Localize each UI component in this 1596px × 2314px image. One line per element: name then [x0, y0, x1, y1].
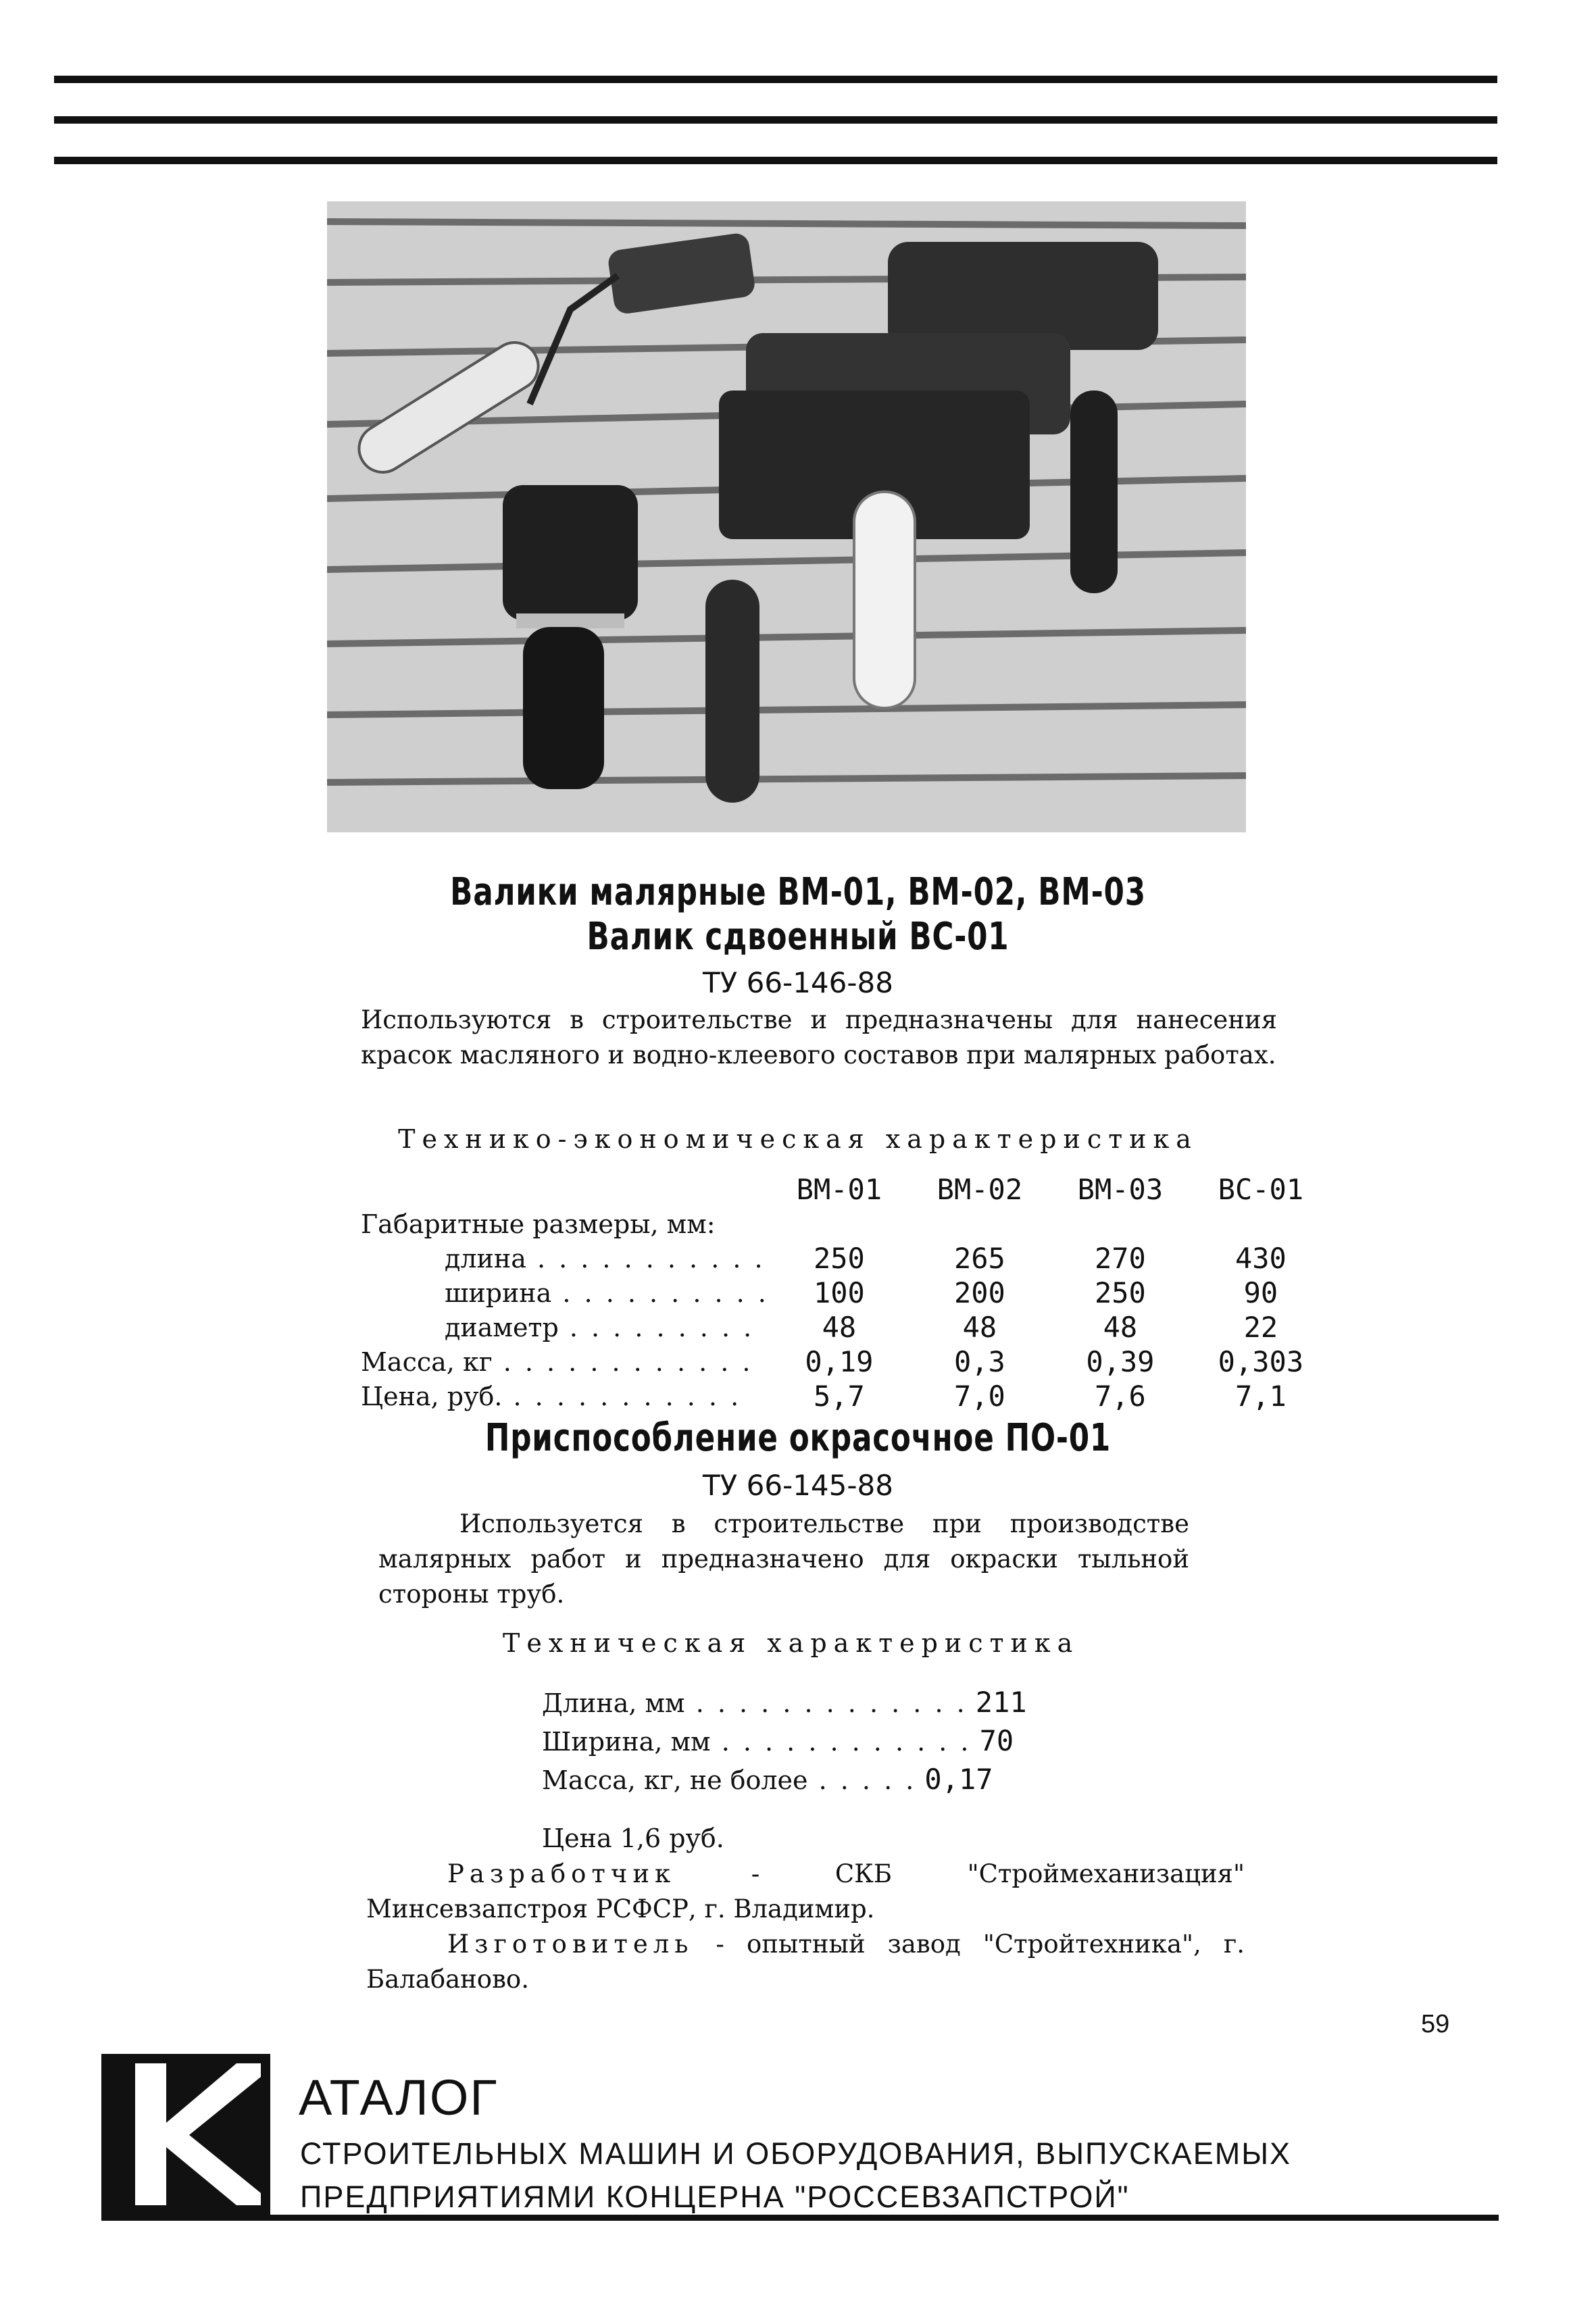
spec-line-label: Длина, мм: [542, 1688, 685, 1718]
spec-group-row: [361, 1207, 1331, 1241]
developer-label: Разработчик: [447, 1859, 676, 1888]
spec-row: [361, 1276, 1331, 1310]
paint-rollers-photo: [327, 201, 1246, 832]
product2-title: Приспособление окрасочное ПО-01: [484, 1416, 1112, 1460]
product2-description: Используется в строительстве при производстве малярных работ и предназначено для окраски тыльной стороны труб.: [378, 1509, 1189, 1609]
spec-cell: 0,3: [953, 1345, 1005, 1378]
spec-cell: 7,0: [953, 1380, 1005, 1413]
spec-line-label: Ширина, мм: [542, 1727, 711, 1757]
spec-cell: 250: [813, 1242, 865, 1275]
spec-line: [542, 1761, 1027, 1799]
spec-line-value: 0,17: [924, 1763, 993, 1796]
spec-cell: 0,303: [1218, 1345, 1304, 1378]
spec-cell: 200: [953, 1276, 1005, 1309]
product-photo: [327, 201, 1246, 832]
k-letter-icon: [101, 2054, 270, 2215]
product2-spec-list: [542, 1684, 1027, 1857]
spec-cell: 5,7: [813, 1380, 865, 1413]
product1-description: Используются в строительстве и предназначены для нанесения красок масляного и водно-клеевого составов при малярных работах.: [361, 1005, 1277, 1070]
spec-line: [542, 1684, 1027, 1722]
header-rule-2: [54, 116, 1497, 124]
leader-dots: . . . . . . . . . . . .: [492, 1347, 753, 1377]
spec-cell: 48: [1103, 1311, 1138, 1344]
col-header: ВМ-03: [1077, 1173, 1164, 1206]
leader-dots: . . . . . . . . . . . .: [710, 1727, 972, 1757]
developer-text: - СКБ "Строймеханизация" Минсевзапстроя РСФСР, г. Владимир.: [366, 1859, 1245, 1923]
spec-cell: 7,1: [1235, 1380, 1287, 1413]
footer-rule: [101, 2215, 1499, 2221]
col-header: ВМ-01: [796, 1173, 882, 1206]
spec-cell: 0,39: [1086, 1345, 1155, 1378]
credits-block: [366, 1857, 1245, 1997]
spec-line-value: 211: [975, 1686, 1027, 1719]
header-rule-3: [54, 157, 1497, 164]
page-number: 59: [1421, 2010, 1450, 2038]
spec-row: [361, 1379, 1331, 1413]
product1-spec-table: [361, 1172, 1331, 1413]
product2-title-wrap: [0, 1416, 1596, 1460]
product2-spec-heading: Техническая характеристика: [503, 1628, 1080, 1658]
spec-cell: 430: [1235, 1242, 1287, 1275]
catalog-title: АТАЛОГ: [299, 2069, 499, 2126]
manufacturer-label: Изготовитель: [447, 1930, 694, 1959]
spec-cell: 250: [1094, 1276, 1146, 1309]
col-header: ВМ-02: [937, 1173, 1023, 1206]
spec-row-label: длина: [445, 1243, 526, 1274]
product2-tu: ТУ 66-145-88: [703, 1469, 893, 1502]
leader-dots: . . . . .: [807, 1765, 917, 1795]
spec-group-label: Габаритные размеры, мм:: [361, 1209, 716, 1239]
spec-cell: 90: [1243, 1276, 1278, 1309]
product1-title-line1: Валики малярные ВМ-01, ВМ-02, ВМ-03: [450, 870, 1146, 914]
spec-row-label: Масса, кг: [361, 1347, 493, 1377]
leader-dots: . . . . . . . . . .: [551, 1278, 769, 1308]
header-rule-1: [54, 76, 1497, 83]
spec-cell: 0,19: [805, 1345, 874, 1378]
product1-title-line1-wrap: [0, 870, 1596, 914]
spec-cell: 265: [953, 1242, 1005, 1275]
spec-cell: 270: [1094, 1242, 1146, 1275]
leader-dots: . . . . . . . . . . .: [502, 1381, 742, 1411]
leader-dots: . . . . . . . . .: [558, 1312, 755, 1342]
product1-spec-heading: Технико-экономическая характеристика: [398, 1124, 1198, 1154]
catalog-line2: ПРЕДПРИЯТИЯМИ КОНЦЕРНА "РОССЕВЗАПСТРОЙ": [300, 2180, 1130, 2214]
catalog-k-logo: [101, 2054, 270, 2215]
spec-cell: 48: [962, 1311, 997, 1344]
spec-cell: 22: [1243, 1311, 1278, 1344]
spec-row-label: Цена, руб.: [361, 1381, 503, 1411]
spec-header-row: [361, 1172, 1331, 1207]
manufacturer-line: [366, 1927, 1245, 1997]
spec-cell: 7,6: [1094, 1380, 1146, 1413]
spec-cell: 48: [822, 1311, 857, 1344]
spec-row: [361, 1344, 1331, 1379]
spec-line-label: Масса, кг, не более: [542, 1765, 808, 1795]
spec-row-label: диаметр: [445, 1312, 559, 1342]
manufacturer-text: - опытный завод "Стройтехника", г. Балабаново.: [366, 1930, 1245, 1994]
spec-row-label: ширина: [445, 1278, 552, 1308]
product1-tu: ТУ 66-146-88: [703, 966, 893, 999]
spec-row: [361, 1241, 1331, 1276]
col-header: ВС-01: [1218, 1173, 1304, 1206]
catalog-line1: СТРОИТЕЛЬНЫХ МАШИН И ОБОРУДОВАНИЯ, ВЫПУСКАЕМЫХ: [300, 2136, 1292, 2171]
spec-cell: 100: [813, 1276, 865, 1309]
leader-dots: . . . . . . . . . . .: [526, 1243, 766, 1274]
product1-title-line2-wrap: [0, 915, 1596, 959]
spec-row: [361, 1310, 1331, 1344]
product2-price: Цена 1,6 руб.: [542, 1823, 724, 1853]
leader-dots: . . . . . . . . . . . . .: [684, 1688, 968, 1718]
product1-title-line2: Валик сдвоенный ВС-01: [587, 915, 1009, 959]
spec-line-value: 70: [979, 1724, 1014, 1757]
developer-line: [366, 1857, 1245, 1927]
spec-line: [542, 1722, 1027, 1761]
